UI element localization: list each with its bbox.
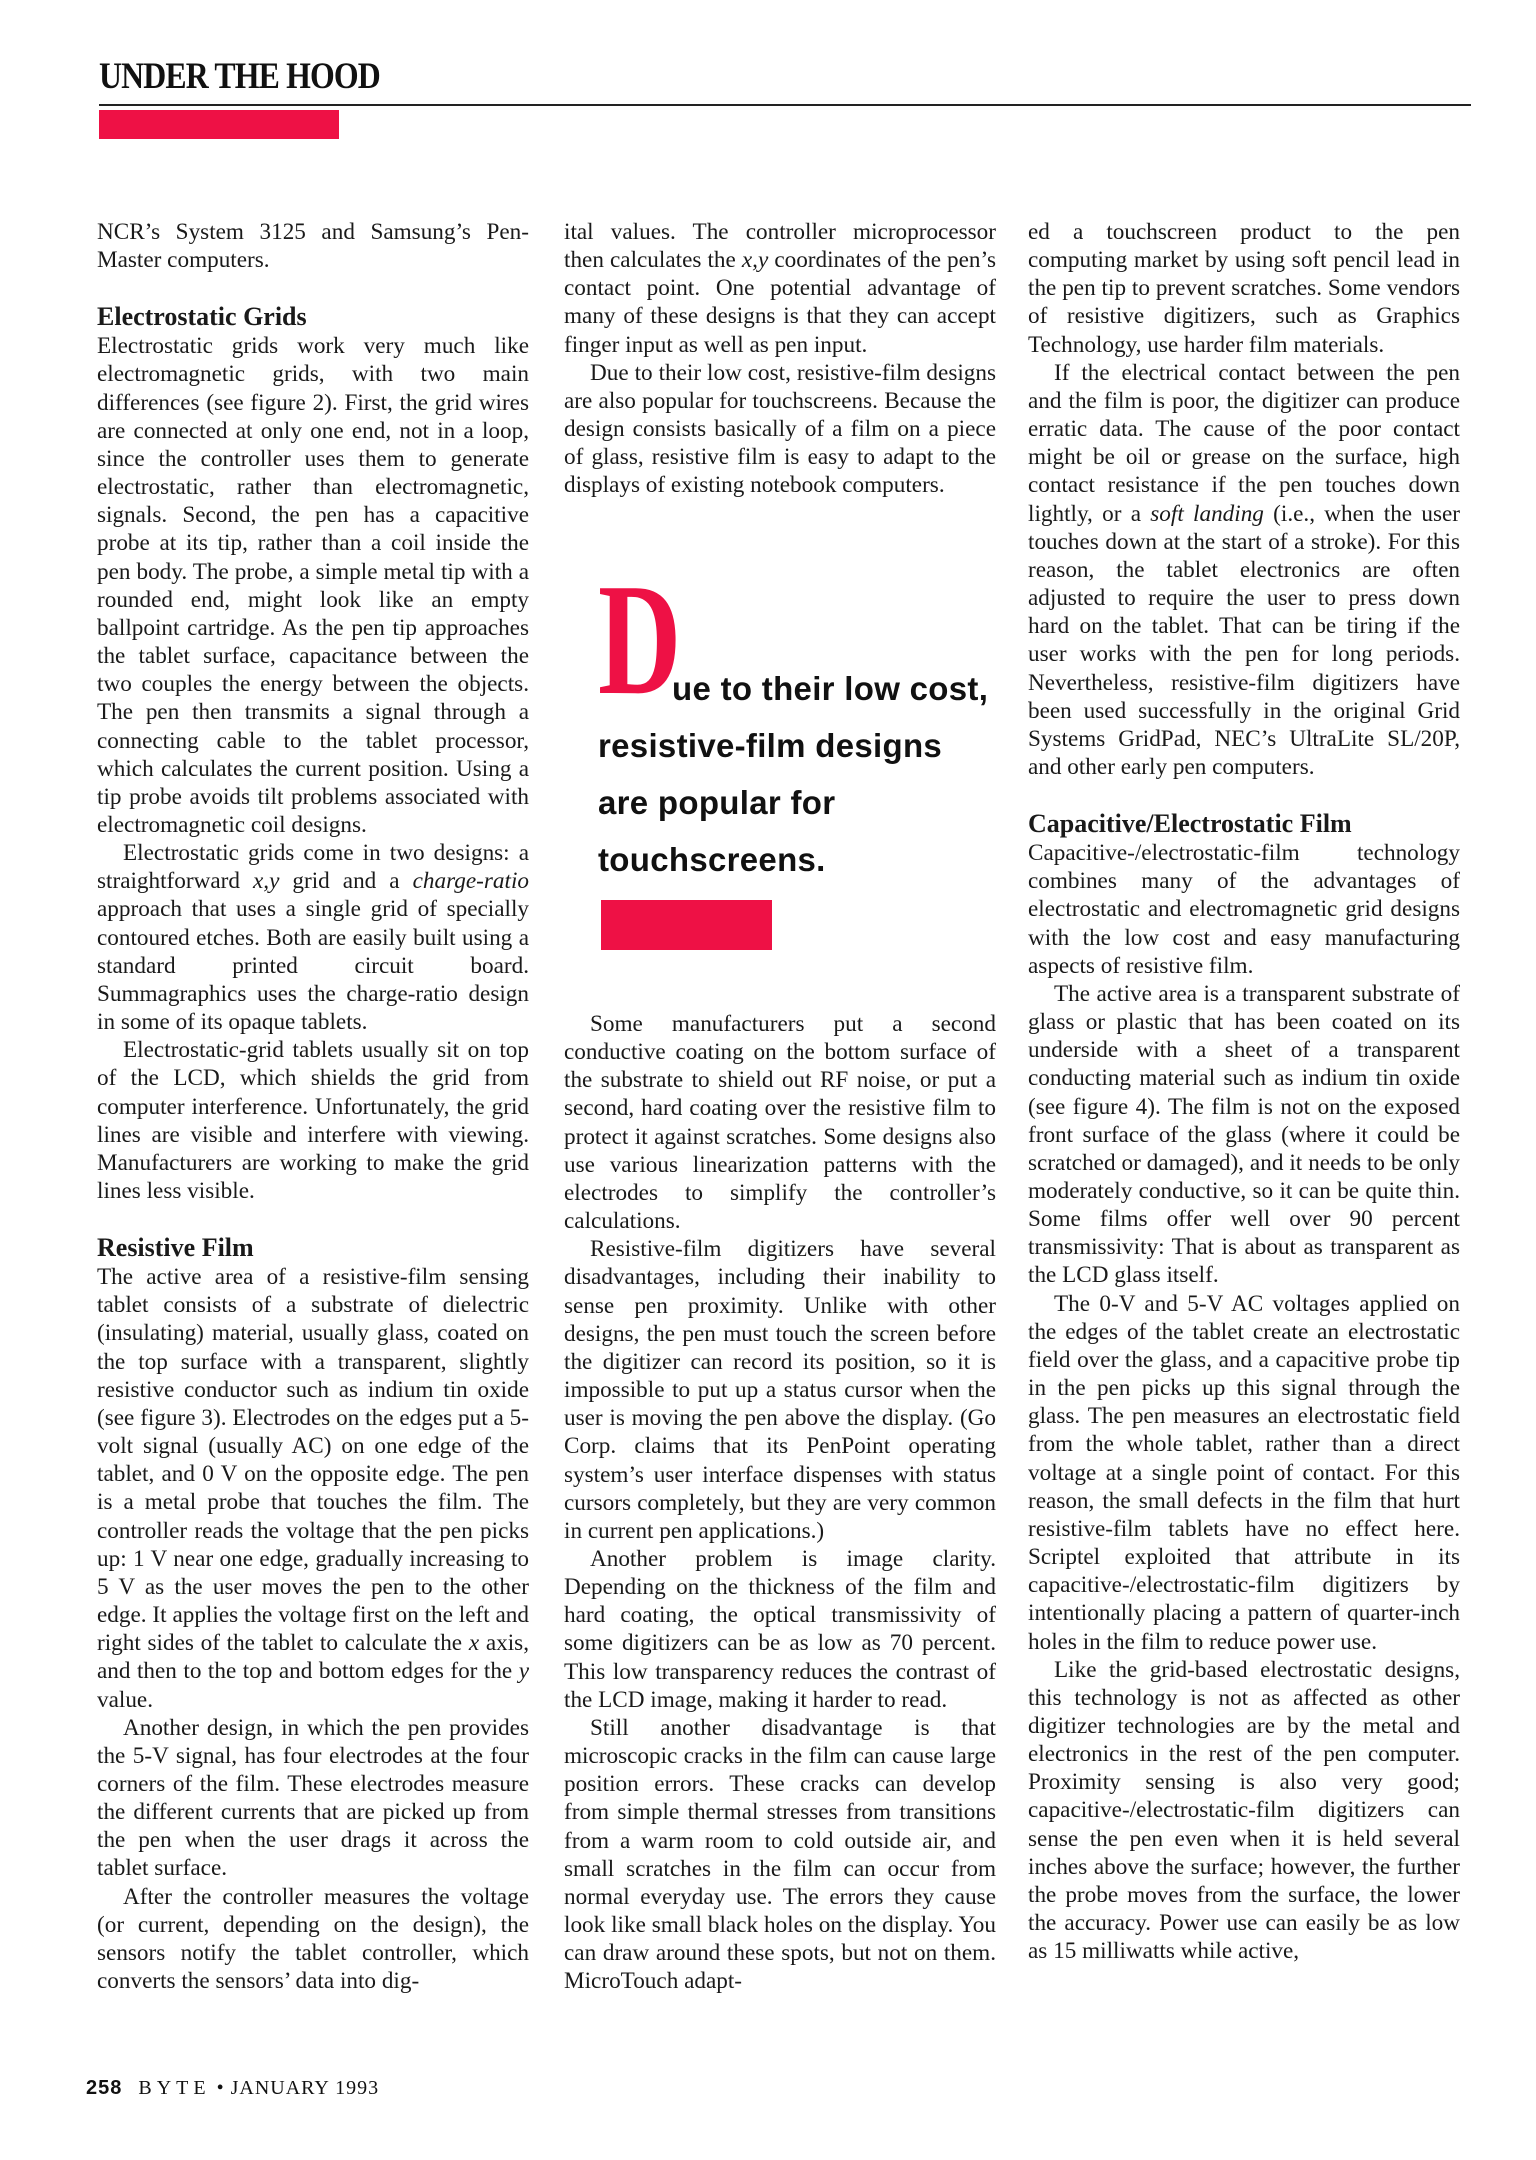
column-2-top: [564, 218, 996, 500]
header-rule: [99, 104, 1471, 106]
paragraph: Electrostatic-grid tablets usually sit on top of the LCD, which shields the grid from computer interference. Unfortunately, the grid lines are visible and interfere with viewing. Manufacturers are working to make the grid lines less visible.: [97, 1037, 529, 1204]
magazine-name: BYTE: [138, 2077, 211, 2099]
paragraph: Due to their low cost, resistive-film designs are also popular for touchscreens. Because the design consists basically of a film on a piece of glass, resistive film is easy to adapt to the displays of existing notebook computers.: [564, 359, 996, 499]
paragraph: If the electrical contact between the pen and the film is poor, the digitizer can produce erratic data. The cause of the poor contact might be oil or grease on the surface, high contact resistance if the pen touches down lightly, or a soft landing (i.e., when the user touches down at the start of a stroke). For this reason, the tablet electronics are often adjusted to require the user to press down hard on the tablet. That can be tiring if the user works with the pen for long periods. Nevertheless, resistive-film digitizers have been used successfully in the original Grid Systems GridPad, NEC’s UltraLite SL/20P, and other early pen computers.: [1028, 359, 1460, 780]
issue-date: JANUARY 1993: [230, 2077, 380, 2099]
page-number: 258: [86, 2077, 123, 2099]
column-3: [1028, 218, 1460, 1965]
pull-quote-text: ue to their low cost, resistive-film designs are popular for touchscreens.: [598, 670, 989, 878]
paragraph: NCR’s System 3125 and Samsung’s Pen-Master computers.: [97, 219, 529, 274]
paragraph: The active area of a resistive-film sensing tablet consists of a substrate of dielectric (insulating) material, usually glass, coated on the top surface with a transparent, slightly resistive conductor such as indium tin oxide (see figure 3). Electrodes on the edges put a 5-volt signal (usually AC) on one edge of the tablet, and 0 V on the opposite edge. The pen is a metal probe that touches the film. The controller reads the voltage that the pen picks up: 1 V near one edge, gradually increasing to 5 V as the user moves the pen to the other edge. It applies the voltage first on the left and right sides of the tablet to calculate the x axis, and then to the top and bottom edges for the y value.: [97, 1264, 529, 1713]
paragraph: Still another disadvantage is that microscopic cracks in the film can cause large position errors. These cracks can develop from simple thermal stresses from transitions from a warm room to cold outside air, and small scratches in the film can occur from normal everyday use. The errors they cause look like small black holes on the display. You can draw around these spots, but not on them. MicroTouch adapt-: [564, 1714, 996, 1995]
paragraph: The active area is a transparent substrate of glass or plastic that has been coated on its underside with a sheet of a transparent conducting material such as indium tin oxide (see figure 4). The film is not on the exposed front surface of the glass (where it could be scratched or damaged), and it needs to be only moderately conductive, so it can be quite thin. Some films offer well over 90 percent transmissivity: That is about as transparent as the LCD glass itself.: [1028, 980, 1460, 1289]
paragraph: ed a touchscreen product to the pen computing market by using soft pencil lead in the pen tip to prevent scratches. Some vendors of resistive digitizers, such as Graphics Technology, use harder film materials.: [1028, 219, 1460, 358]
page-footer: [86, 2077, 379, 2100]
paragraph: Some manufacturers put a second conductive coating on the bottom surface of the substrate to shield out RF noise, or put a second, hard coating over the resistive film to protect it against scratches. Some designs also use various linearization patterns with the electrodes to simplify the controller’s calculations.: [564, 1011, 996, 1235]
section-title: UNDER THE HOOD: [99, 56, 380, 97]
heading-electrostatic-grids: Electrostatic Grids: [97, 302, 307, 332]
heading-capacitive-film: Capacitive/Electrostatic Film: [1028, 809, 1352, 839]
paragraph: The 0-V and 5-V AC voltages applied on the edges of the tablet create an electrostatic field over the glass, and a capacitive probe tip in the pen picks up this signal through the glass. The pen measures an electrostatic field from the whole tablet, rather than a direct voltage at a single point of contact. For this reason, the small defects in the film that hurt resistive-film tablets have no effect here. Scriptel exploited that attribute in its capacitive-/electrostatic-film digitizers by intentionally placing a pattern of quarter-inch holes in the film to reduce power use.: [1028, 1290, 1460, 1655]
pull-quote-accent-bar: [601, 900, 772, 950]
paragraph: Electrostatic grids work very much like electromagnetic grids, with two main differences (see figure 2). First, the grid wires are connected at only one end, not in a loop, since the controller uses them to generate electrostatic, rather than electromagnetic, signals. Second, the pen has a capacitive probe at its tip, rather than a coil inside the pen body. The probe, a simple metal tip with a rounded end, might look like an empty ballpoint cartridge. As the pen tip approaches the tablet surface, capacitance between the two couples the energy between the objects. The pen then transmits a signal through a connecting cable to the tablet processor, which calculates the current position. Using a tip probe avoids tilt problems associated with electromagnetic coil designs.: [97, 333, 529, 838]
column-2-bottom: [564, 1010, 996, 1995]
paragraph: Like the grid-based electrostatic designs, this technology is not as affected as other digitizer technologies are by the metal and electronics in the rest of the pen computer. Proximity sensing is also very good; capacitive-/electrostatic-film digitizers can sense the pen even when it is held several inches above the surface; however, the further the probe moves from the surface, the lower the accuracy. Power use can easily be as low as 15 milliwatts while active,: [1028, 1656, 1460, 1965]
header-accent-bar: [99, 110, 339, 139]
column-1: [97, 218, 529, 1995]
paragraph: Another design, in which the pen provides the 5-V signal, has four electrodes at the four corners of the film. These electrodes measure the different currents that are picked up from the pen when the user drags it across the tablet surface.: [97, 1714, 529, 1882]
drop-cap: D: [598, 550, 682, 728]
heading-resistive-film: Resistive Film: [97, 1233, 254, 1263]
paragraph: Capacitive-/electrostatic-film technology combines many of the advantages of electrostatic and electromagnetic grid designs with the low cost and easy manufacturing aspects of resistive film.: [1028, 840, 1460, 979]
footer-separator: •: [216, 2077, 225, 2099]
paragraph: ital values. The controller microprocessor then calculates the x,y coordinates of the pen’s contact point. One potential advantage of many of these designs is that they can accept finger input as well as pen input.: [564, 219, 996, 358]
pull-quote: [598, 550, 998, 888]
paragraph: Resistive-film digitizers have several disadvantages, including their inability to sense pen proximity. Unlike with other designs, the pen must touch the screen before the digitizer can record its position, so it is impossible to put up a status cursor when the user is moving the pen above the display. (Go Corp. claims that its PenPoint operating system’s user interface dispenses with status cursors completely, but they are very common in current pen applications.): [564, 1236, 996, 1544]
paragraph: Electrostatic grids come in two designs: a straightforward x,y grid and a charge-ratio approach that uses a single grid of specially contoured etches. Both are easily built using a standard printed circuit board. Summagraphics uses the charge-ratio design in some of its opaque tablets.: [97, 840, 529, 1036]
paragraph: After the controller measures the voltage (or current, depending on the design), the sensors notify the tablet controller, which converts the sensors’ data into dig-: [97, 1883, 529, 1995]
paragraph: Another problem is image clarity. Depending on the thickness of the film and hard coating, the optical transmissivity of some digitizers can be as low as 70 percent. This low transparency reduces the contrast of the LCD image, making it harder to read.: [564, 1545, 996, 1713]
